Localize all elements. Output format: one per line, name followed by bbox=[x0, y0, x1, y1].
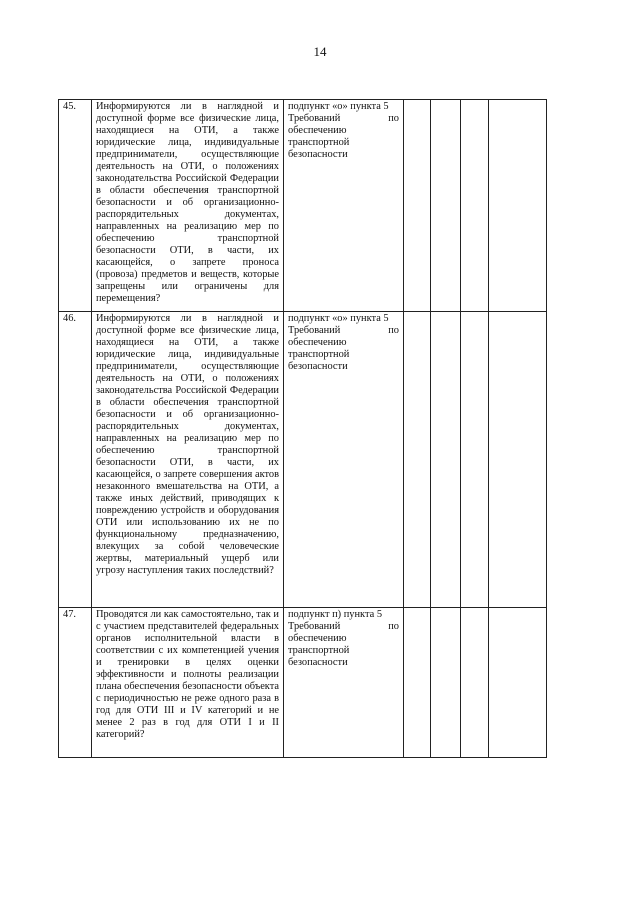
reference-line: транспортной bbox=[288, 349, 350, 360]
note-cell[interactable] bbox=[489, 100, 547, 312]
reference-word: Требований bbox=[288, 113, 341, 124]
page-number: 14 bbox=[313, 44, 327, 59]
row-number: 46. bbox=[59, 312, 92, 608]
answer-yes-cell[interactable] bbox=[404, 312, 431, 608]
reference-line bbox=[288, 621, 399, 633]
reference-word: Требований bbox=[288, 325, 341, 336]
answer-yes-cell[interactable] bbox=[404, 100, 431, 312]
reference-line: подпункт п) пункта 5 bbox=[288, 609, 383, 620]
answer-na-cell[interactable] bbox=[461, 312, 489, 608]
requirement-reference bbox=[284, 608, 404, 758]
reference-line: обеспечению bbox=[288, 337, 347, 348]
reference-line: подпункт «о» пункта 5 bbox=[288, 313, 389, 324]
requirement-reference bbox=[284, 100, 404, 312]
answer-no-cell[interactable] bbox=[431, 312, 461, 608]
question-text: Проводятся ли как самостоятельно, так и с участием представителей федеральных органов исполнительной власти в соответствии с их компетенцией учения и тренировки в целях оценки эффективности и полноты реализации плана обеспечения безопасности объекта с периодичностью не реже одного раза в год для ОТИ III и IV категорий и не менее 2 раз в год для ОТИ I и II категорий? bbox=[92, 608, 284, 758]
reference-line: транспортной bbox=[288, 645, 350, 656]
note-cell[interactable] bbox=[489, 608, 547, 758]
question-text: Информируются ли в наглядной и доступной форме все физические лица, находящиеся на ОТИ, а также юридические лица, индивидуальные предприниматели, осуществляющие деятельность на ОТИ, о положениях законодательства Российской Федерации в области обеспечения транспортной безопасности и об организационно-распорядительных документах, направленных на реализацию мер по обеспечению транспортной безопасности ОТИ, в части, их касающейся, о запрете проноса (провоза) предметов и веществ, которые запрещены или ограничены для перемещения? bbox=[92, 100, 284, 312]
reference-line bbox=[288, 325, 399, 337]
reference-line bbox=[288, 113, 399, 125]
note-cell[interactable] bbox=[489, 312, 547, 608]
table-row bbox=[59, 100, 547, 312]
reference-line: транспортной bbox=[288, 137, 350, 148]
table-row bbox=[59, 608, 547, 758]
answer-na-cell[interactable] bbox=[461, 608, 489, 758]
reference-line: обеспечению bbox=[288, 125, 347, 136]
reference-line: безопасности bbox=[288, 149, 348, 160]
reference-line: безопасности bbox=[288, 361, 348, 372]
reference-line: обеспечению bbox=[288, 633, 347, 644]
row-number: 47. bbox=[59, 608, 92, 758]
reference-word: Требований bbox=[288, 621, 341, 632]
reference-word: по bbox=[388, 325, 399, 336]
question-text: Информируются ли в наглядной и доступной форме все физические лица, находящиеся на ОТИ, а также юридические лица, индивидуальные предприниматели, осуществляющие деятельность на ОТИ, о положениях законодательства Российской Федерации в области обеспечения транспортной безопасности и об организационно-распорядительных документах, направленных на реализацию мер по обеспечению транспортной безопасности ОТИ, в части, их касающейся, о запрете совершения актов незаконного вмешательства на ОТИ, а также иных действий, приводящих к повреждению устройств и оборудования ОТИ или использованию их не по функциональному предназначению, влекущих за собой человеческие жертвы, материальный ущерб или угрозу наступления таких последствий? bbox=[92, 312, 284, 608]
reference-line: безопасности bbox=[288, 657, 348, 668]
reference-word: по bbox=[388, 113, 399, 124]
row-number: 45. bbox=[59, 100, 92, 312]
requirement-reference bbox=[284, 312, 404, 608]
checklist-table bbox=[58, 99, 547, 758]
reference-word: по bbox=[388, 621, 399, 632]
answer-yes-cell[interactable] bbox=[404, 608, 431, 758]
answer-no-cell[interactable] bbox=[431, 608, 461, 758]
answer-na-cell[interactable] bbox=[461, 100, 489, 312]
answer-no-cell[interactable] bbox=[431, 100, 461, 312]
reference-line: подпункт «о» пункта 5 bbox=[288, 101, 389, 112]
table-row bbox=[59, 312, 547, 608]
